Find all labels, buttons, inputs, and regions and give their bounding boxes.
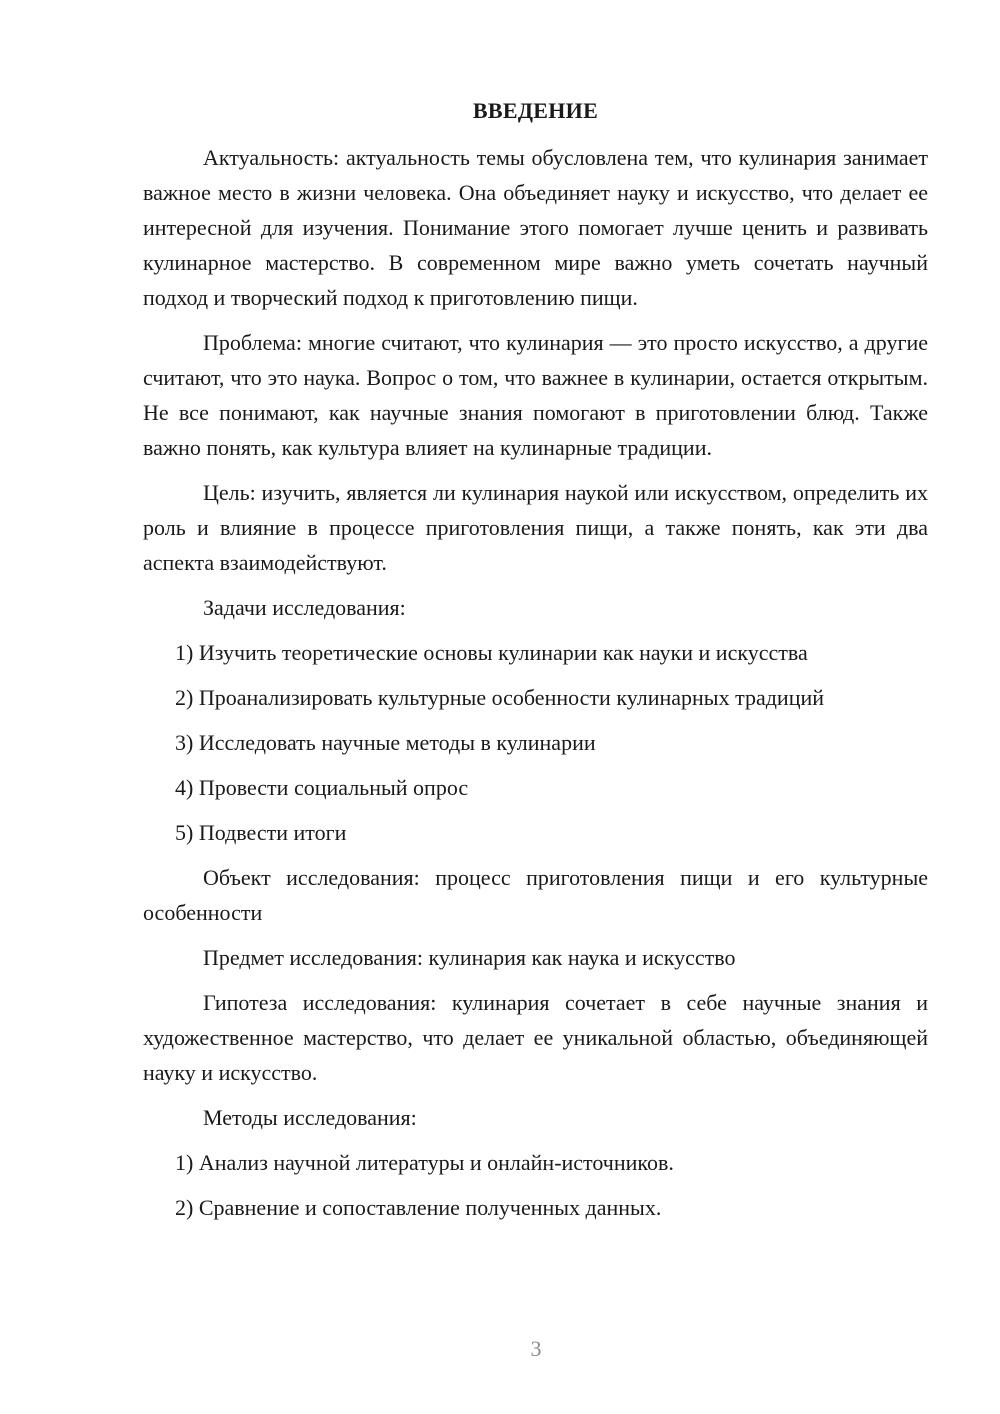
list-item: 2) Сравнение и сопоставление полученных данных. [175, 1195, 662, 1220]
list-item: 1) Анализ научной литературы и онлайн-источников. [175, 1150, 674, 1175]
methods-list [143, 1145, 928, 1225]
hypothesis-paragraph: Гипотеза исследования: кулинария сочетает в себе научные знания и художественное мастерство, что делает ее уникальной областью, объединяющей науку и искусство. [143, 990, 928, 1085]
goal-paragraph: Цель: изучить, является ли кулинария наукой или искусством, определить их роль и влияние в процессе приготовления пищи, а также понять, как эти два аспекта взаимодействуют. [143, 480, 928, 575]
page-number: 3 [530, 1336, 542, 1361]
problem-paragraph: Проблема: многие считают, что кулинария — это просто искусство, а другие считают, что это наука. Вопрос о том, что важнее в кулинарии, остается открытым. Не все понимают, как научные знания помогают в приготовлении блюд. Также важно понять, как культура влияет на кулинарные традиции. [143, 330, 928, 460]
list-item: 5) Подвести итоги [175, 820, 347, 845]
methods-heading: Методы исследования: [203, 1105, 417, 1130]
list-item: 4) Провести социальный опрос [175, 775, 469, 800]
list-item: 3) Исследовать научные методы в кулинарии [175, 730, 596, 755]
list-item: 1) Изучить теоретические основы кулинарии как науки и искусства [175, 640, 808, 665]
tasks-heading: Задачи исследования: [203, 595, 406, 620]
document-page [143, 96, 928, 1235]
relevance-paragraph: Актуальность: актуальность темы обусловлена тем, что кулинария занимает важное место в жизни человека. Она объединяет науку и искусство, что делает ее интересной для изучения. Понимание этого помогает лучше ценить и развивать кулинарное мастерство. В современном мире важно уметь сочетать научный подход и творческий подход к приготовлению пищи. [143, 145, 928, 310]
tasks-list [143, 635, 928, 850]
subject-paragraph: Предмет исследования: кулинария как наука и искусство [203, 945, 736, 970]
object-paragraph: Объект исследования: процесс приготовления пищи и его культурные особенности [143, 865, 928, 925]
list-item: 2) Проанализировать культурные особенности кулинарных традиций [175, 685, 825, 710]
section-title: ВВЕДЕНИЕ [472, 98, 599, 123]
